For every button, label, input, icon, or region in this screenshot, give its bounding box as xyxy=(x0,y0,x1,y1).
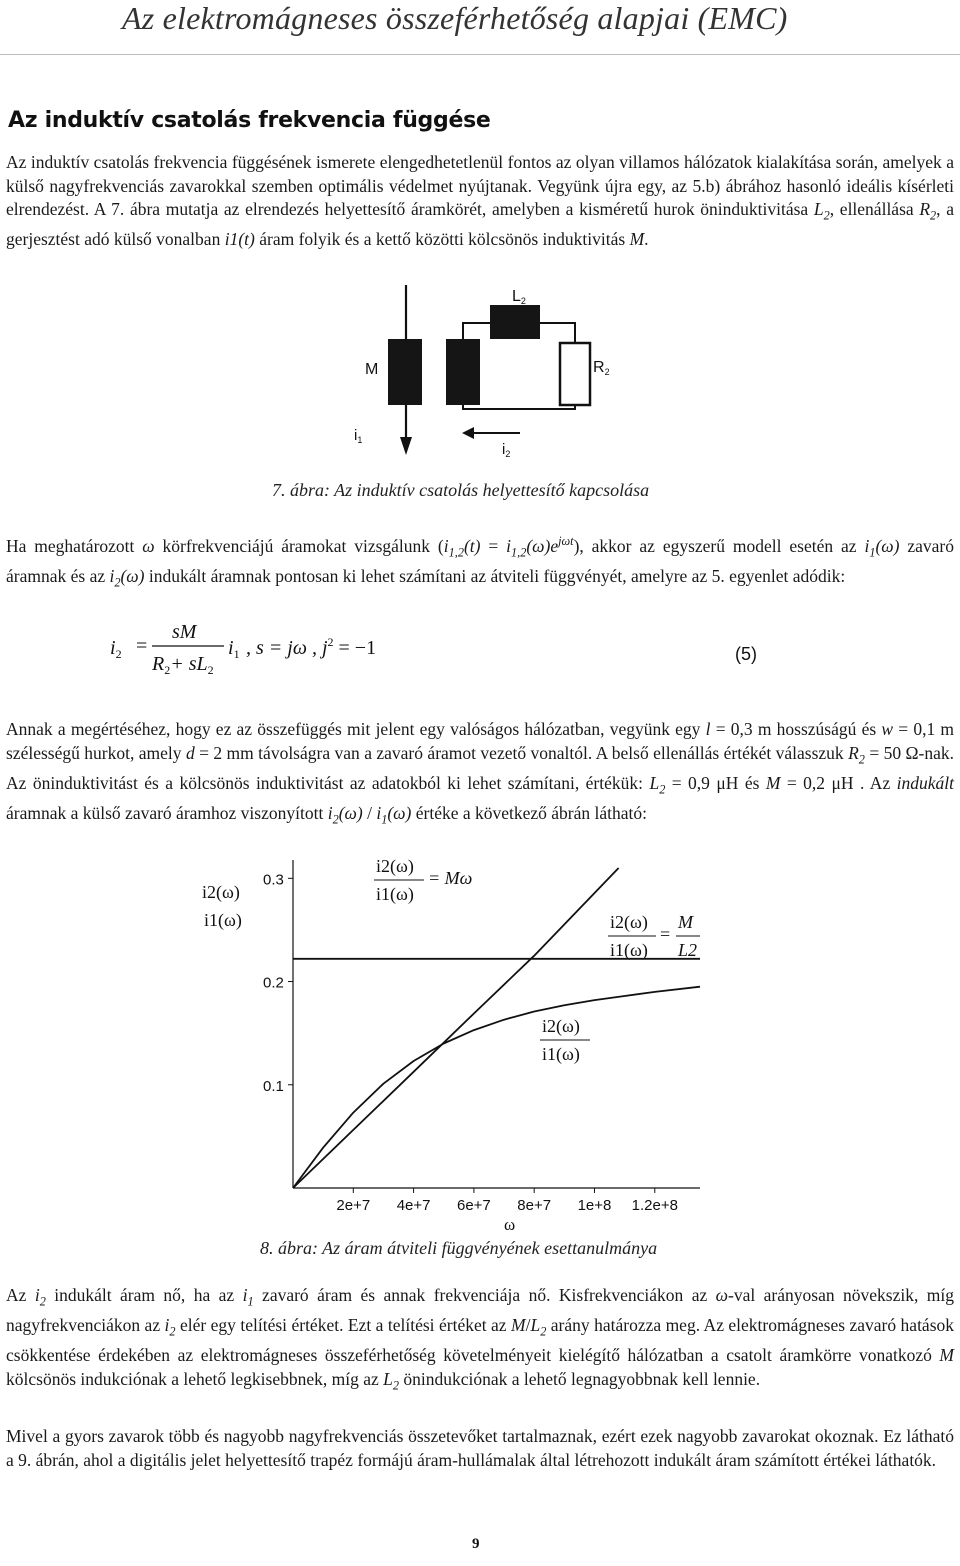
annot-linear-num: i2(ω) xyxy=(376,856,414,876)
annot-curve-den: i1(ω) xyxy=(542,1044,580,1064)
loop-wire-top-left xyxy=(463,323,490,339)
paragraph-4: Az $i_2$ indukált áram nő, ha az $i_1$ zavaró áram és annak frekvenciája nő. Kisfrekvenciákon az ω-val arányosan növekszik, míg nagyfrekvenciákon az $i_2$ elér egy telítési értéket. Ezt a telítési értéket az $M/L_2$ arány határozza meg. Az elektromágneses zavaró hatások csökkentése érdekében az elektromágneses összeférhetőség követelményeit kielégítő hálózatban a csatolt áramkörre vonatkozó M kölcsönös indukciónak a lehető legkisebbnek, míg az $L_2$ önindukciónak a lehető legnagyobbnak kell lennie. xyxy=(6,1285,955,1392)
coupling-coil-primary xyxy=(388,339,422,405)
header-rule xyxy=(0,54,960,55)
i2-arrow-head xyxy=(462,427,474,439)
section-title: Az induktív csatolás frekvencia függése xyxy=(8,108,491,133)
label-R2: R2 xyxy=(593,359,610,377)
y-tick-label-2: 0.3 xyxy=(263,871,284,889)
transfer-function-chart xyxy=(180,850,740,1230)
label-i1: $i_1$ xyxy=(354,427,363,445)
annot-sat-rhs-den: L2 xyxy=(678,940,698,960)
eq-definitions: , s = jω , $j^2 = -1$ xyxy=(246,635,377,659)
equation-5 xyxy=(100,618,520,684)
annot-sat-num: i2(ω) xyxy=(610,912,648,932)
running-header: Az elektromágneses összeférhetőség alapjai (EMC) xyxy=(122,0,788,36)
y-axis-label-num: i2(ω) xyxy=(202,882,240,902)
figure8-caption: 8. ábra: Az áram átviteli függvényének esettanulmánya xyxy=(260,1238,658,1258)
label-L2: L2 xyxy=(512,288,526,306)
eq-lhs: $i_2$ xyxy=(110,637,122,661)
loop-wire-top-right xyxy=(540,323,575,343)
x-tick-label-1: 4e+7 xyxy=(396,1197,431,1214)
annot-sat-den: i1(ω) xyxy=(610,940,648,960)
paragraph-1: Az induktív csatolás frekvencia függésének ismerete elengedhetetlenül fontos az olyan villamos hálózatok kialakítása során, amelyek a külső nagyfrekvenciás zavarokkal szemben optimális védelmet nyújtanak. Vegyünk újra egy, az 5.b) ábrához hasonló ideális kísérleti elrendezést. A 7. ábra mutatja az elrendezés helyettesítő áramkörét, amelyben a kisméretű hurok öninduktivitása $L_2$, ellenállása $R_2$, a gerjesztést adó külső vonalban i1(t) áram folyik és a kettő közötti kölcsönös induktivitás M. xyxy=(6,152,954,249)
page-number: 9 xyxy=(472,1536,480,1552)
resistor-R2 xyxy=(560,343,590,405)
annot-linear-rhs: = Mω xyxy=(428,868,473,888)
annot-sat-rhs-num: M xyxy=(678,912,693,932)
eq-equals: = xyxy=(136,635,148,657)
inductor-L2 xyxy=(490,305,540,339)
eq-denominator: $R_2+ sL_2$ xyxy=(152,653,214,677)
x-tick-label-2: 6e+7 xyxy=(456,1197,491,1214)
label-M: M xyxy=(365,361,379,378)
paragraph-5: Mivel a gyors zavarok több és nagyobb nagyfrekvenciás összetevőket tartalmaznak, ezért ezek nagyobb zavarokat okoznak. Ez látható a 9. ábrán, ahol a digitális jelet helyettesítő trapéz formájú áram-hullámalak által létrehozott indukált áram számított értékei láthatók. xyxy=(6,1426,954,1470)
annot-linear-den: i1(ω) xyxy=(376,884,414,904)
x-tick-label-0: 2e+7 xyxy=(336,1197,371,1214)
x-tick-label-5: 1.2e+8 xyxy=(631,1197,678,1214)
eq-numerator: sM xyxy=(172,621,197,643)
y-axis-label-den: i1(ω) xyxy=(204,910,242,930)
y-tick-label-0: 0.1 xyxy=(263,1077,284,1095)
x-axis-label: ω xyxy=(504,1215,516,1230)
i1-arrow xyxy=(400,437,412,455)
annot-curve-num: i2(ω) xyxy=(542,1016,580,1036)
loop-wire-bottom xyxy=(463,405,575,409)
circuit-diagram xyxy=(330,285,630,465)
y-tick-label-1: 0.2 xyxy=(263,974,284,992)
coupling-coil-secondary xyxy=(446,339,480,405)
series-line-2 xyxy=(293,987,700,1188)
paragraph-2: Ha meghatározott ω körfrekvenciájú áramokat vizsgálunk $(i_{1,2}(t) = i_{1,2}(\omega)e^{j\omega t})$, akkor az egyszerű modell esetén az $i_1(\omega)$ zavaró áramnak és az $i_2(\omega)$ indukált áramnak pontosan ki lehet számítani az átviteli függvényét, amelyre az 5. egyenlet adódik: xyxy=(6,534,954,590)
paragraph-3: Annak a megértéséhez, hogy ez az összefüggés mit jelent egy valóságos hálózatban, vegyünk egy l = 0,3 m hosszúságú és w = 0,1 m szélességű hurkot, amely d = 2 mm távolságra van a zavaró áramot vezető vonaltól. A belső ellenállás értékét válasszuk $R_2 = 50$ Ω-nak. Az öninduktivitást és a kölcsönös induktivitást az adatokból ki lehet számítani, értékük: $L_2 = 0,9$ μH és M = 0,2 μH . Az indukált áramnak a külső zavaró áramhoz viszonyított $i_2(\omega) / i_1(\omega)$ értéke a következő ábrán látható: xyxy=(6,719,955,826)
figure7-caption: 7. ábra: Az induktív csatolás helyettesítő kapcsolása xyxy=(272,480,650,500)
annot-sat-eq: = xyxy=(660,924,671,944)
label-i2: $i_2$ xyxy=(502,441,511,459)
equation-number: (5) xyxy=(735,644,757,664)
eq-i1: $i_1$ xyxy=(228,637,240,661)
x-tick-label-3: 8e+7 xyxy=(517,1197,552,1214)
x-tick-label-4: 1e+8 xyxy=(577,1197,612,1214)
